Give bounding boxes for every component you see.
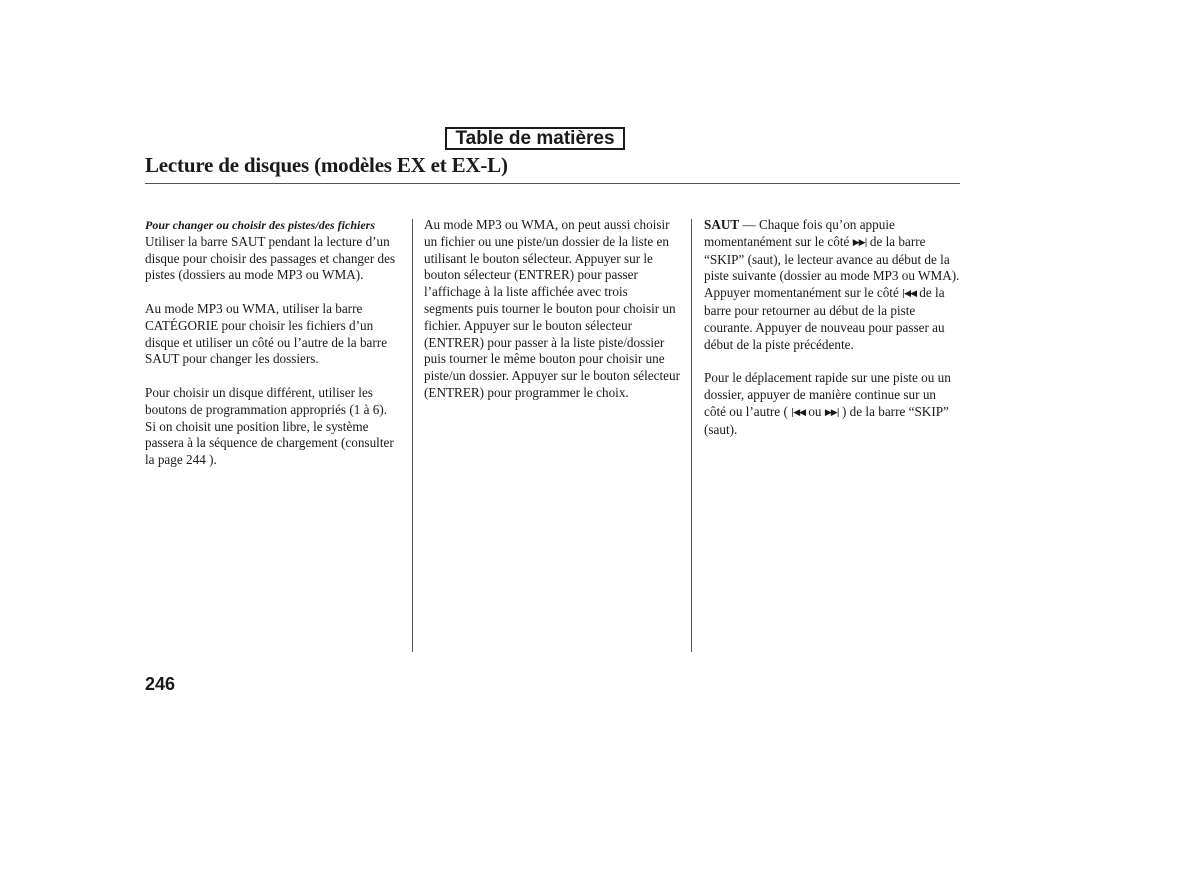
skip-next-icon: ▶▶|	[824, 407, 839, 418]
paragraph	[704, 370, 960, 438]
text-run: de la barre pour retourner au début de la piste courante. Appuyer de nouveau pour passer au début de la piste précédente.	[704, 285, 945, 352]
column-3	[704, 217, 960, 455]
text-run: de la barre “SKIP” (saut), le lecteur avance au début de la piste suivante (dossier au mode MP3 ou WMA). Appuyer momentanément sur le côté	[704, 233, 960, 301]
header-rule	[145, 183, 960, 184]
text-run: Pour le déplacement rapide sur une piste ou un dossier, appuyer de manière continue sur un côté ou l’autre (	[704, 370, 951, 419]
text-run: ) de la barre “SKIP” (saut).	[704, 403, 949, 437]
text-run: — Chaque fois qu’on appuie momentanément sur le côté	[704, 217, 895, 249]
skip-next-icon: ▶▶|	[852, 237, 867, 248]
paragraph: Utiliser la barre SAUT pendant la lecture d’un disque pour choisir des passages et changer des pistes (dossiers au mode MP3 ou WMA).	[145, 233, 396, 283]
skip-previous-icon: |◀◀	[902, 289, 916, 300]
column-divider	[691, 219, 692, 652]
column-divider	[412, 219, 413, 652]
section-subheading: Pour changer ou choisir des pistes/des fichiers	[145, 218, 376, 232]
skip-previous-icon: |◀◀	[791, 407, 806, 418]
paragraph: Au mode MP3 ou WMA, utiliser la barre CATÉGORIE pour choisir les fichiers d’un disque et utiliser un côté ou l’autre de la barre SAUT pour changer les dossiers.	[145, 300, 388, 367]
table-of-contents-button[interactable]: Table de matières	[445, 127, 625, 150]
column-2	[424, 217, 680, 419]
page-title: Lecture de disques (modèles EX et EX-L)	[145, 153, 508, 177]
text-run: ou	[805, 403, 825, 419]
page-number: 246	[145, 674, 176, 694]
paragraph: Pour choisir un disque différent, utiliser les boutons de programmation appropriés (1 à 6). Si on choisit une position libre, le système passera à la séquence de chargement (consulter la page 244 ).	[145, 384, 394, 468]
paragraph	[704, 217, 960, 353]
saut-label: SAUT	[704, 217, 740, 232]
paragraph: Au mode MP3 ou WMA, on peut aussi choisir un fichier ou une piste/un dossier de la liste en utilisant le bouton sélecteur. Appuyer sur le bouton sélecteur (ENTRER) pour passer l’affichage à la liste affichée avec trois segments puis tourner le bouton pour choisir un fichier. Appuyer sur le bouton sélecteur (ENTRER) pour passer à la liste piste/dossier puis tourner le même bouton pour choisir une piste/un dossier. Appuyer sur le bouton sélecteur (ENTRER) pour programmer le choix.	[424, 217, 681, 400]
column-1	[145, 217, 400, 486]
